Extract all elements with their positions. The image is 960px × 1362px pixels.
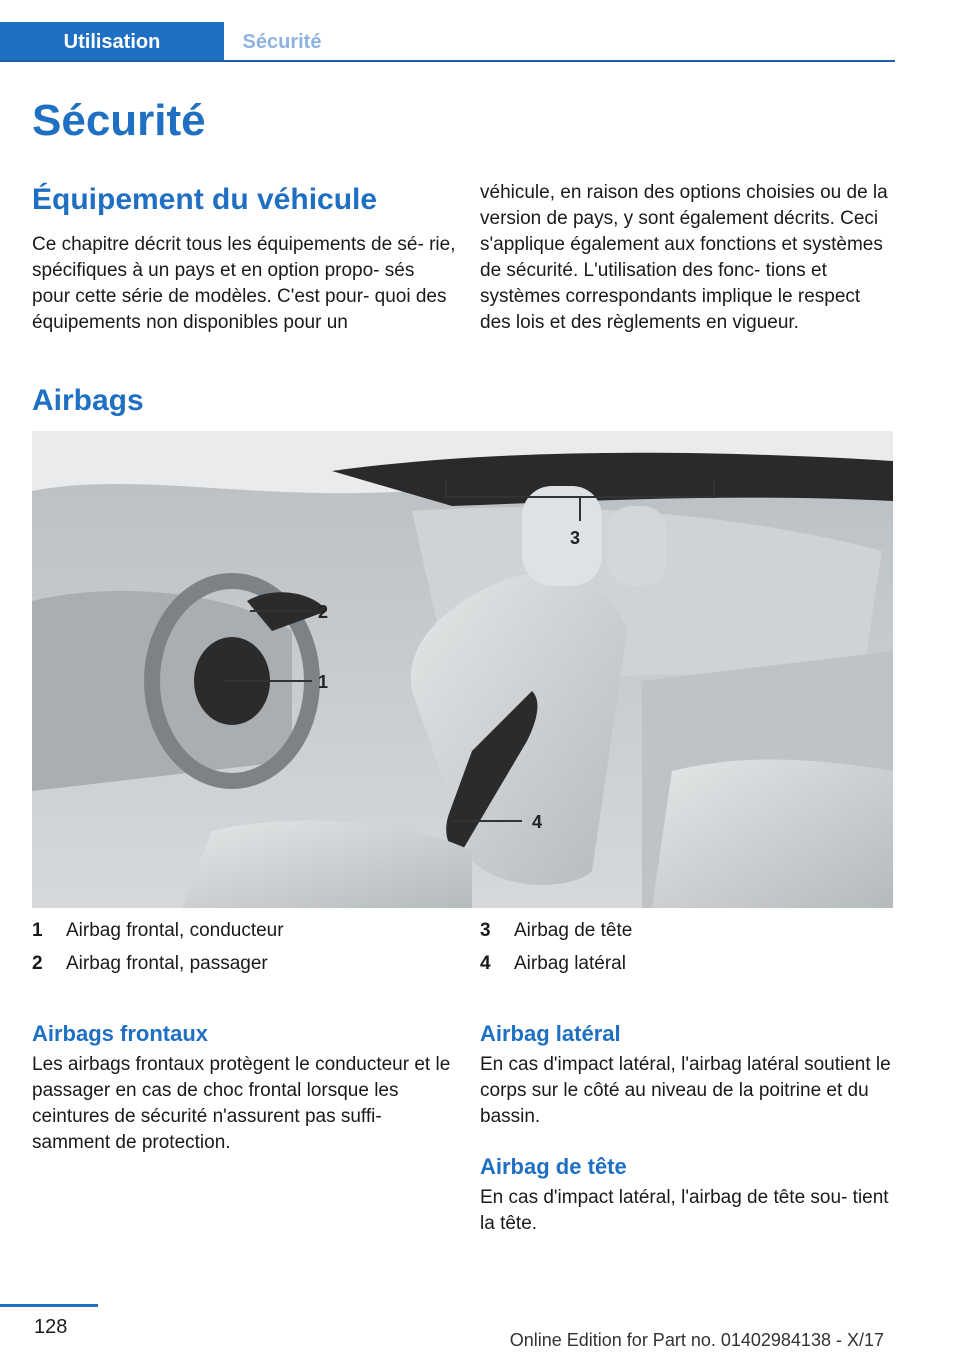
airbag-illustration (32, 431, 893, 908)
legend-num: 2 (32, 953, 43, 974)
legend-right (480, 918, 900, 984)
legend-label: Airbag de tête (514, 920, 633, 941)
callout-3: 3 (570, 528, 581, 548)
airbag-tete-text: En cas d'impact latéral, l'airbag de tête sou- tient la tête. (480, 1187, 889, 1234)
airbags-heading: Airbags (32, 384, 144, 417)
legend-num: 1 (32, 920, 43, 941)
tab-utilisation[interactable]: Utilisation (0, 22, 224, 62)
page-number-rule (0, 1304, 98, 1307)
tab-securite[interactable]: Sécurité (242, 31, 322, 53)
airbags-frontaux-text: Les airbags frontaux protègent le conducteur et le passager en cas de choc frontal lorsque les ceintures de sécurité n'assurent pas suffi- samment de protection. (32, 1054, 451, 1153)
car-interior-drawing (32, 431, 893, 908)
chapter-tabs (0, 22, 895, 62)
page-number: 128 (34, 1316, 68, 1338)
legend-label: Airbag frontal, conducteur (66, 920, 284, 941)
equipement-text-left: Ce chapitre décrit tous les équipements de sé- rie, spécifiques à un pays et en option propo- sés pour cette série de modèles. C'est pour- quoi des équipements non disponibles pour un (32, 234, 456, 333)
airbag-tete-heading: Airbag de tête (480, 1154, 627, 1179)
airbag-lateral-heading: Airbag latéral (480, 1021, 621, 1046)
legend-label: Airbag latéral (514, 953, 626, 974)
page-title: Sécurité (32, 96, 206, 145)
legend-item (32, 918, 452, 951)
legend-label: Airbag frontal, passager (66, 953, 268, 974)
airbags-frontaux-heading: Airbags frontaux (32, 1021, 209, 1046)
equipement-text-right: véhicule, en raison des options choisies ou de la version de pays, y sont également décrits. Ceci s'applique également aux fonctions et systèmes de sécurité. L'utilisation des fonc- tions et systèmes correspondants implique le respect des lois et des règlements en vigueur. (480, 182, 888, 333)
airbag-lateral-text: En cas d'impact latéral, l'airbag latéral soutient le corps sur le côté au niveau de la poitrine et du bassin. (480, 1054, 891, 1127)
legend-num: 4 (480, 953, 491, 974)
legend-item (480, 918, 900, 951)
callout-2: 2 (318, 602, 329, 622)
callout-4: 4 (532, 812, 543, 832)
callout-1: 1 (318, 672, 329, 692)
legend-item (32, 951, 452, 984)
legend-num: 3 (480, 920, 491, 941)
legend-item (480, 951, 900, 984)
equipement-heading: Équipement du véhicule (32, 183, 378, 216)
header-rule (0, 60, 895, 62)
footer-edition: Online Edition for Part no. 01402984138 - X/17 (509, 1330, 884, 1350)
legend-left (32, 918, 452, 984)
